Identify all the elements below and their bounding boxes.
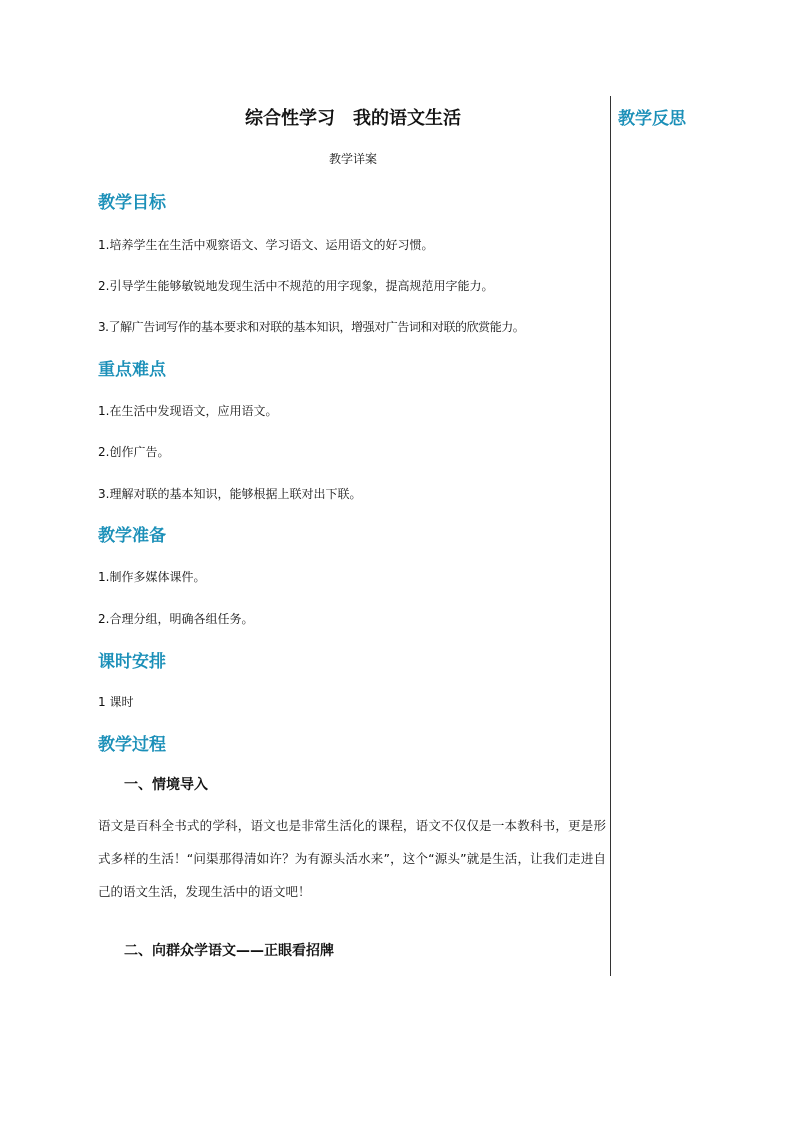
goal-item-2: 2.引导学生能够敏锐地发现生活中不规范的用字现象，提高规范用字能力。 — [98, 279, 494, 293]
page-subtitle: 教学详案 — [328, 152, 377, 166]
key-point-item-3: 3.理解对联的基本知识，能够根据上联对出下联。 — [98, 487, 362, 501]
reflection-side-column — [618, 104, 768, 129]
key-point-item-1: 1.在生活中发现语文，应用语文。 — [98, 404, 278, 418]
preparation-item-2: 2.合理分组，明确各组任务。 — [98, 612, 254, 626]
key-point-item-2: 2.创作广告。 — [98, 445, 170, 459]
lesson-plan-main-column — [98, 0, 608, 1123]
goal-item-3: 3.了解广告词写作的基本要求和对联的基本知识，增强对广告词和对联的欣赏能力。 — [98, 320, 525, 334]
section-heading-preparation: 教学准备 — [98, 526, 166, 546]
section-heading-process: 教学过程 — [98, 735, 166, 755]
section-heading-goals: 教学目标 — [98, 193, 166, 213]
column-divider — [610, 96, 611, 976]
goal-item-1: 1.培养学生在生活中观察语文、学习语文、运用语文的好习惯。 — [98, 238, 434, 252]
section-heading-schedule: 课时安排 — [98, 652, 166, 672]
schedule-item-1: 1 课时 — [98, 695, 134, 709]
page-title: 综合性学习 我的语文生活 — [245, 108, 461, 129]
process-step-1-heading: 一、情境导入 — [124, 777, 208, 793]
preparation-item-1: 1.制作多媒体课件。 — [98, 570, 206, 584]
process-step-2-heading: 二、向群众学语文——正眼看招牌 — [124, 943, 334, 959]
process-step-1-paragraph: 语文是百科全书式的学科，语文也是非常生活化的课程，语文不仅仅是一本教科书，更是形式多样的生活！“问渠那得清如许？为有源头活水来”，这个“源头”就是生活，让我们走进自己的语文生活，发现生活中的语文吧！ — [98, 818, 606, 899]
reflection-heading: 教学反思 — [618, 109, 686, 129]
section-heading-key-points: 重点难点 — [98, 360, 166, 380]
